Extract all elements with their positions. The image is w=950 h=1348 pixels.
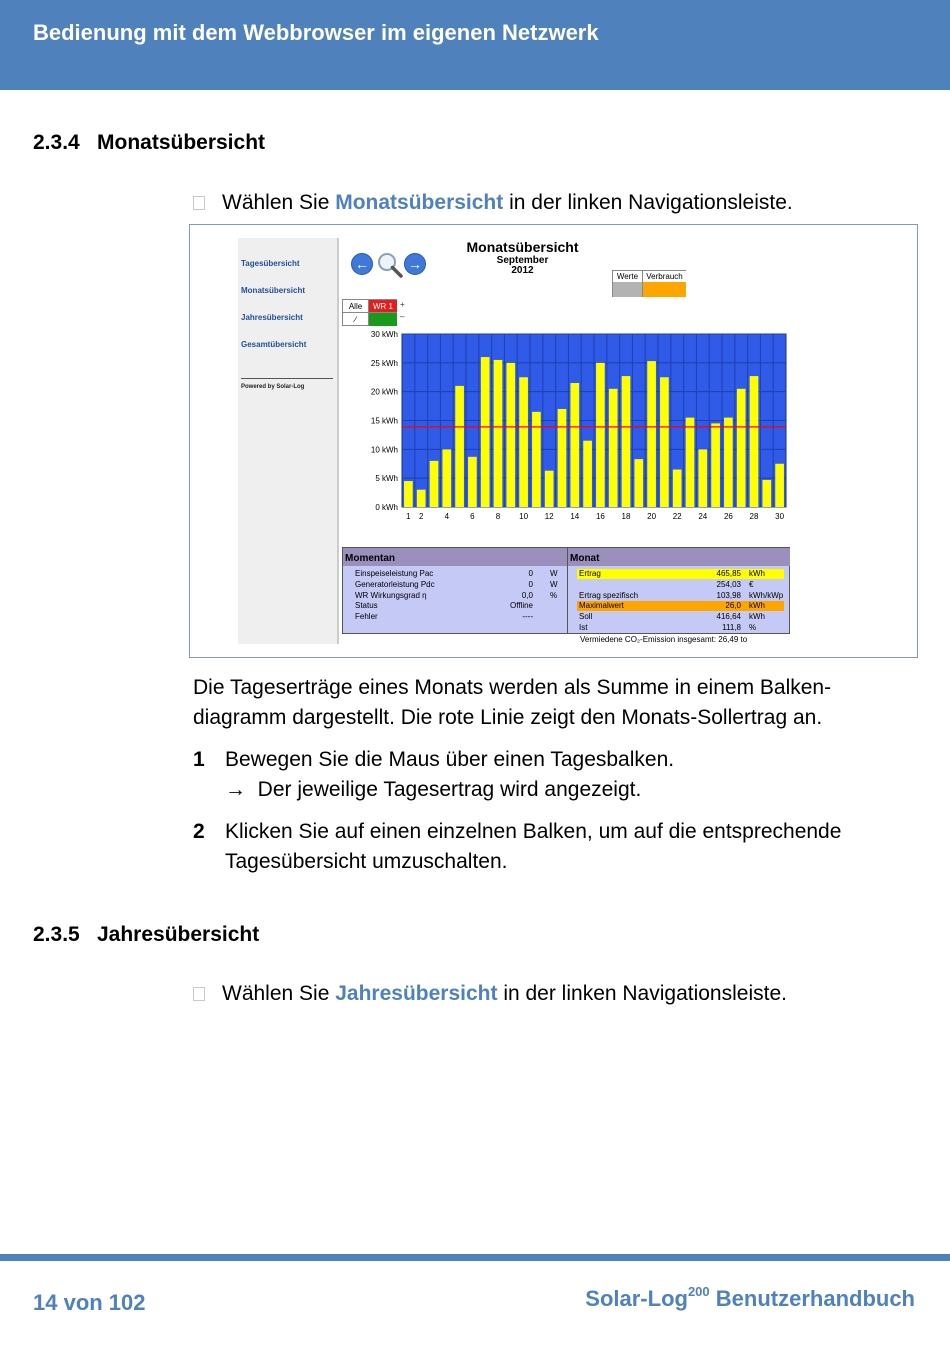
x-tick-label: 4	[444, 512, 450, 521]
y-tick-label: 30 kWh	[370, 330, 398, 339]
bar-day-21	[660, 377, 669, 507]
bar-day-10	[519, 377, 528, 507]
bar-day-29	[762, 480, 771, 507]
page-number: 14 von 102	[33, 1290, 146, 1315]
bar-day-18	[622, 376, 631, 507]
row-unit: kWh/kWp	[749, 590, 784, 600]
momentan-row	[343, 569, 567, 579]
monat-row	[577, 591, 784, 601]
plus-icon[interactable]: +	[400, 300, 405, 309]
chart-period: September 2012	[496, 255, 549, 276]
momentan-row	[343, 591, 567, 601]
section-title: Jahresübersicht	[97, 923, 260, 946]
row-value: Offline	[510, 601, 533, 611]
legend-swatch-werte[interactable]	[613, 282, 643, 297]
bar-day-8	[494, 360, 503, 507]
nav-monatsuebersicht[interactable]: Monatsübersicht	[241, 286, 306, 295]
row-value: 416,64	[716, 612, 741, 622]
zoom-magnifier-icon[interactable]	[376, 251, 404, 279]
navigation-sidebar	[238, 238, 339, 644]
nav-tagesuebersicht[interactable]: Tagesübersicht	[241, 259, 300, 268]
y-tick-label: 10 kWh	[370, 445, 398, 455]
row-label: Status	[355, 601, 378, 611]
x-tick-label: 26	[723, 512, 733, 521]
bullet-icon	[193, 987, 205, 1001]
row-value: ----	[522, 612, 533, 622]
bar-day-16	[596, 363, 605, 507]
prev-arrow-icon[interactable]: ←	[351, 253, 373, 275]
bar-day-6	[468, 457, 477, 507]
row-unit: %	[749, 623, 757, 632]
bar-day-7	[481, 357, 490, 507]
row-unit: kWh	[749, 612, 765, 622]
bar-day-2	[417, 490, 426, 507]
momentan-row	[343, 601, 567, 611]
bar-day-4	[442, 449, 451, 507]
monat-row	[577, 580, 784, 590]
row-label: Maximalwert	[579, 601, 624, 611]
x-tick-label: 10	[519, 512, 529, 521]
highlight-term: Jahresübersicht	[335, 982, 498, 1005]
row-value: 254,03	[716, 579, 741, 589]
bar-day-25	[711, 423, 720, 507]
x-tick-label: 24	[698, 512, 708, 521]
bar-day-11	[532, 412, 541, 507]
bar-day-13	[558, 409, 567, 507]
momentan-header: Momentan	[343, 548, 567, 566]
footer-bar	[0, 1254, 950, 1261]
bullet-icon	[193, 196, 205, 210]
bar-day-26	[724, 418, 733, 507]
x-tick-label: 18	[621, 512, 631, 521]
inverter-selector	[342, 299, 397, 326]
y-tick-label: 20 kWh	[370, 387, 398, 397]
select-alle[interactable]: Alle	[343, 300, 369, 313]
powered-by: Powered by Solar-Log	[241, 384, 305, 390]
bullet-instruction: Wählen Sie Jahresübersicht in der linken Navigationsleiste.	[193, 982, 787, 1006]
momentan-row	[343, 580, 567, 590]
legend-werte: Werte	[613, 271, 643, 282]
description-paragraph: Die Tageserträge eines Monats werden als Summe in einem Balken- diagramm dargestellt. Die rote Linie zeigt den Monats-Sollertrag an.	[193, 676, 832, 729]
select-wr1[interactable]: WR 1	[369, 300, 397, 313]
row-value: 111,8	[722, 623, 741, 632]
bullet-instruction: Wählen Sie Monatsübersicht in der linken Navigationsleiste.	[193, 191, 793, 215]
step-2: 2 Klicken Sie auf einen einzelnen Balken, um auf die entsprechende Tagesübersicht umzuschalten.	[193, 817, 913, 877]
chart-legend	[612, 270, 686, 297]
row-unit: kWh	[749, 601, 765, 611]
row-unit: %	[550, 590, 558, 600]
line-tool-icon[interactable]: ∕	[343, 313, 369, 326]
bar-day-3	[430, 461, 439, 507]
row-label: Einspeiseleistung Pac	[355, 569, 434, 578]
bar-day-17	[609, 389, 618, 507]
bar-day-12	[545, 471, 554, 507]
step-number: 2	[193, 820, 205, 843]
result-arrow-icon: →	[225, 778, 258, 801]
x-tick-label: 12	[544, 512, 554, 521]
x-tick-label: 6	[470, 512, 475, 521]
y-tick-label: 15 kWh	[370, 416, 398, 426]
x-tick-label: 8	[495, 512, 501, 521]
bar-day-23	[686, 418, 695, 507]
row-label: Generatorleistung Pdc	[355, 579, 435, 589]
row-unit: kWh	[749, 569, 765, 578]
row-label: Ertrag spezifisch	[579, 590, 639, 600]
section-title: Monatsübersicht	[97, 131, 266, 154]
x-tick-label: 1	[406, 512, 411, 521]
legend-swatch-verbrauch[interactable]	[643, 282, 686, 297]
section-number: 2.3.4	[33, 131, 80, 154]
section-heading-monatsuebersicht	[33, 131, 265, 155]
header-title: Bedienung mit dem Webbrowser im eigenen Netzwerk	[33, 20, 599, 45]
wr1-color-swatch[interactable]	[369, 313, 397, 326]
monat-row	[577, 612, 784, 622]
step-1: 1 Bewegen Sie die Maus über einen Tagesbalken. → Der jeweilige Tagesertrag wird angezeigt.	[193, 745, 913, 805]
section-number: 2.3.5	[33, 923, 80, 946]
summary-tables	[342, 547, 790, 634]
row-label: Soll	[579, 612, 593, 622]
monthly-bar-chart	[340, 327, 790, 527]
bar-day-1	[404, 481, 413, 507]
step-number: 1	[193, 748, 205, 771]
co2-emission: Vermiedene CO₂-Emission insgesamt: 26,49 to	[580, 635, 748, 644]
y-tick-label: 25 kWh	[370, 358, 398, 368]
x-tick-label: 14	[570, 512, 580, 521]
row-label: Ist	[579, 623, 588, 632]
row-unit: W	[550, 579, 558, 589]
bar-day-20	[647, 361, 656, 507]
row-unit: W	[550, 569, 558, 578]
chart-title: Monatsübersicht	[466, 239, 579, 255]
monat-row	[577, 623, 784, 633]
page-header	[0, 0, 950, 90]
row-value: 103,98	[716, 590, 741, 600]
bar-day-30	[775, 464, 784, 507]
section-heading-jahresuebersicht	[33, 923, 259, 947]
monatsuebersicht-screenshot	[189, 224, 918, 658]
manual-title: Solar-Log$^{200}$ Benutzerhandbuch	[585, 1284, 915, 1311]
x-tick-label: 28	[749, 512, 759, 521]
row-label: WR Wirkungsgrad η	[355, 590, 427, 600]
nav-gesamtuebersicht[interactable]: Gesamtübersicht	[241, 340, 307, 349]
x-tick-label: 22	[672, 512, 682, 521]
bar-day-15	[583, 441, 592, 507]
highlight-term: Monatsübersicht	[335, 191, 504, 214]
bar-day-5	[455, 386, 464, 507]
monat-header: Monat	[568, 548, 790, 566]
x-tick-label: 30	[775, 512, 785, 521]
x-tick-label: 16	[595, 512, 605, 521]
row-value: 26,0	[725, 601, 741, 611]
bar-day-24	[698, 449, 707, 507]
row-value: 465,85	[716, 569, 741, 578]
bar-day-19	[634, 459, 643, 507]
momentan-row	[343, 612, 567, 622]
row-value: 0	[528, 569, 533, 578]
row-value: 0,0	[521, 590, 533, 600]
monat-row	[577, 569, 784, 579]
nav-jahresuebersicht[interactable]: Jahresübersicht	[241, 313, 303, 322]
bar-day-14	[570, 383, 579, 507]
y-tick-label: 5 kWh	[375, 474, 398, 484]
nav-divider	[241, 378, 333, 379]
row-value: 0	[528, 579, 533, 589]
bar-day-28	[750, 376, 759, 507]
x-tick-label: 2	[418, 512, 424, 521]
bar-day-9	[506, 363, 515, 507]
minus-icon[interactable]: –	[400, 312, 405, 321]
next-arrow-icon[interactable]: →	[404, 253, 426, 275]
bar-day-22	[673, 470, 682, 507]
bar-day-27	[737, 389, 746, 507]
x-tick-label: 20	[647, 512, 657, 521]
legend-verbrauch: Verbrauch	[643, 271, 686, 282]
row-unit: €	[749, 579, 754, 589]
row-label: Ertrag	[579, 569, 601, 578]
y-tick-label: 0 kWh	[375, 503, 398, 512]
row-label: Fehler	[355, 612, 378, 622]
monat-row	[577, 601, 784, 611]
